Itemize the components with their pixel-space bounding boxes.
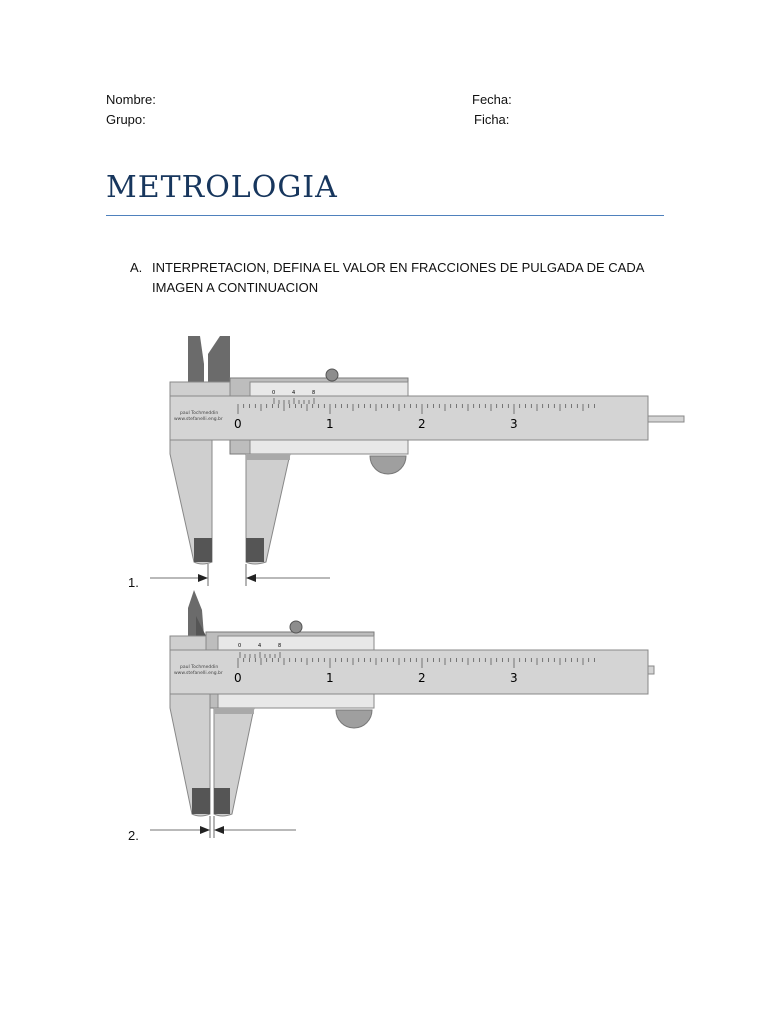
main-beam xyxy=(170,396,648,440)
fixed-jaw-tip xyxy=(194,538,212,562)
main-beam xyxy=(170,650,648,694)
frame-top xyxy=(170,636,206,650)
fecha-label: Fecha: xyxy=(472,92,512,107)
lock-screw-icon xyxy=(326,369,338,381)
ficha-label: Ficha: xyxy=(474,112,510,127)
frame-top xyxy=(170,382,230,396)
moving-jaw-shade xyxy=(246,454,290,460)
watermark-line2: www.stefanelli.eng.br xyxy=(174,671,223,676)
watermark-line1: paul Tochmeddin xyxy=(180,665,219,670)
arrow-right-icon xyxy=(214,826,224,834)
vernier-label: 8 xyxy=(278,643,282,649)
vernier-label: 0 xyxy=(272,390,276,396)
vernier-label: 8 xyxy=(312,390,316,396)
nombre-label: Nombre: xyxy=(106,92,156,107)
main-scale-label: 2 xyxy=(418,417,426,431)
arrow-left-icon xyxy=(200,826,210,834)
lock-screw-icon xyxy=(290,621,302,633)
main-scale-label: 3 xyxy=(510,417,518,431)
instruction-letter: A. xyxy=(130,260,143,275)
fixed-jaw-tip xyxy=(192,788,210,814)
upper-fixed-jaw xyxy=(188,336,204,382)
arrow-left-icon xyxy=(198,574,208,582)
watermark-line2: www.stefanelli.eng.br xyxy=(174,417,223,422)
moving-jaw-tip xyxy=(246,538,264,562)
main-scale-label: 1 xyxy=(326,417,334,431)
depth-rod xyxy=(648,666,654,674)
main-scale-label: 3 xyxy=(510,671,518,685)
vernier-label: 4 xyxy=(292,390,296,396)
moving-jaw-shade xyxy=(214,708,254,714)
figure-number: 1. xyxy=(128,575,139,590)
main-scale-label: 1 xyxy=(326,671,334,685)
vernier-label: 4 xyxy=(258,643,262,649)
upper-moving-jaw xyxy=(208,336,230,382)
page-title: METROLOGIA xyxy=(106,170,338,205)
title-divider xyxy=(106,215,664,216)
arrow-right-icon xyxy=(246,574,256,582)
main-scale-label: 0 xyxy=(234,671,242,685)
main-scale-label: 0 xyxy=(234,417,242,431)
figure-number: 2. xyxy=(128,828,139,843)
moving-jaw-tip xyxy=(214,788,230,814)
grupo-label: Grupo: xyxy=(106,112,146,127)
caliper-figure-1 xyxy=(150,334,710,594)
depth-rod xyxy=(648,416,684,422)
watermark-line1: paul Tochmeddin xyxy=(180,411,219,416)
vernier-label: 0 xyxy=(238,643,242,649)
thumb-wheel-icon xyxy=(370,456,406,474)
thumb-wheel-icon xyxy=(336,710,372,728)
caliper-figure-2 xyxy=(150,588,710,848)
main-scale-label: 2 xyxy=(418,671,426,685)
instruction-text: INTERPRETACION, DEFINA EL VALOR EN FRACCIONES DE PULGADA DE CADA IMAGEN A CONTINUACION xyxy=(152,260,644,295)
